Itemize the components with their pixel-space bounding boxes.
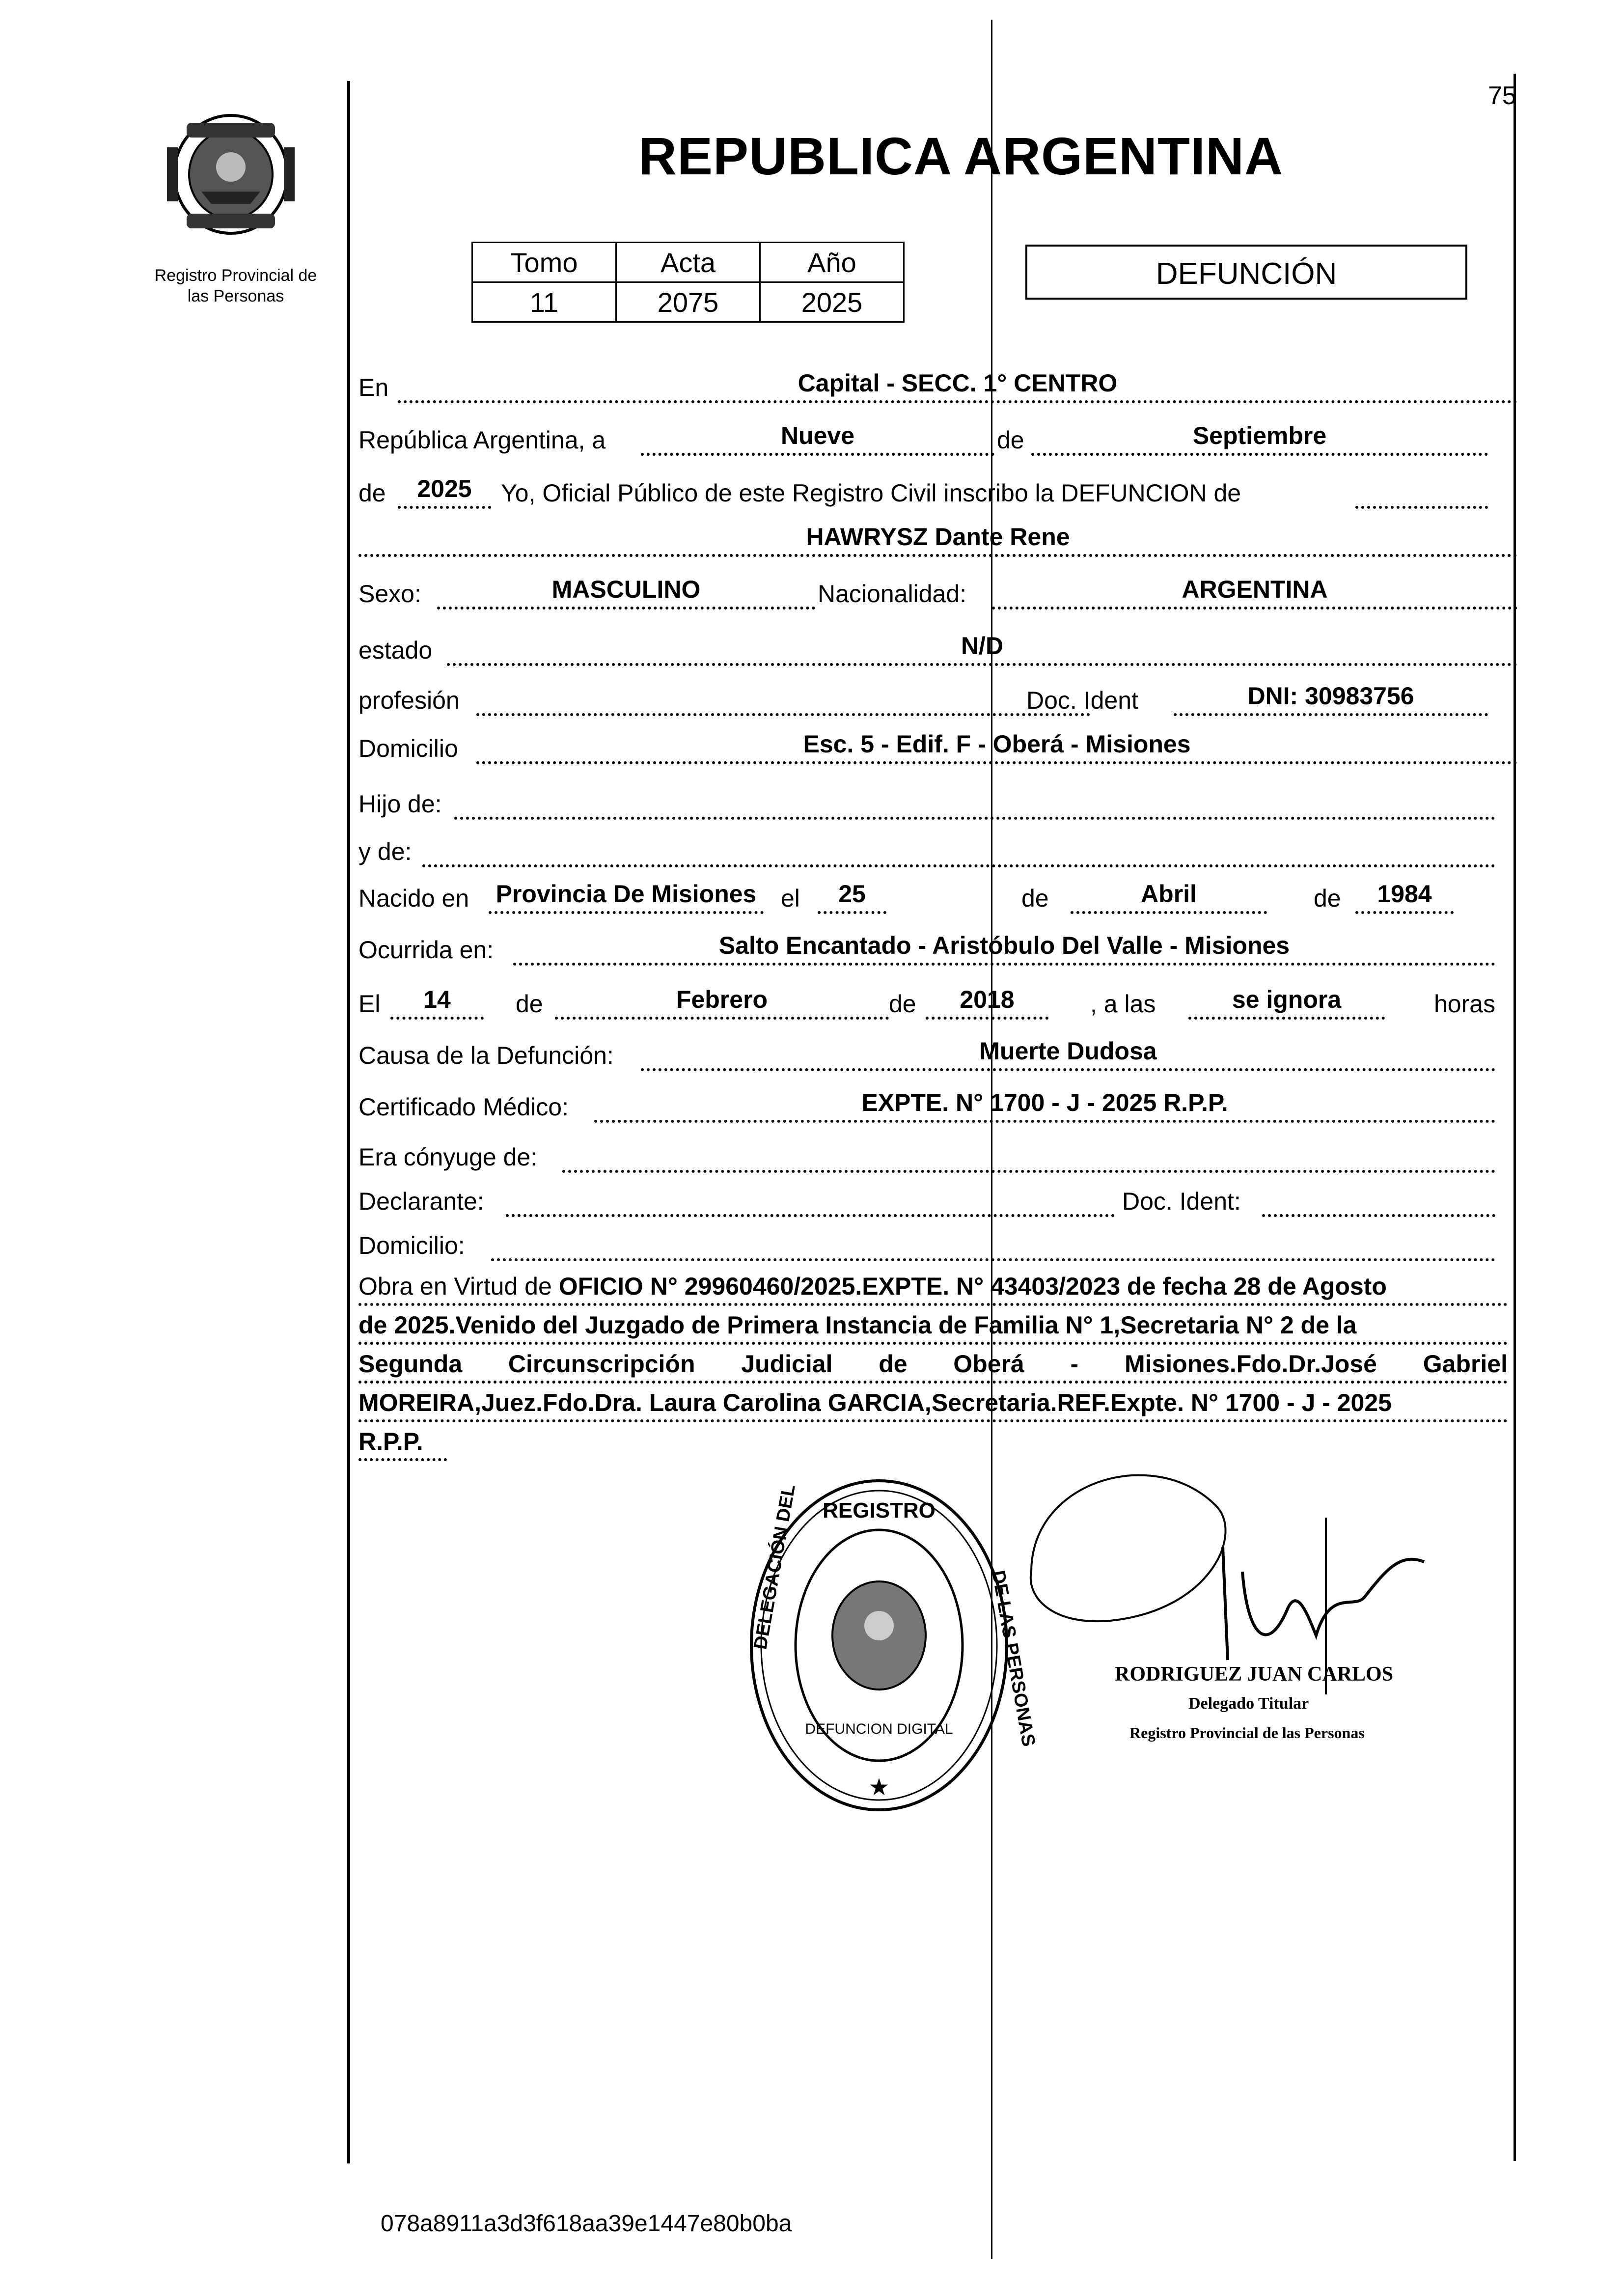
document-hash: 078a8911a3d3f618aa39e1447e80b0ba <box>381 2211 792 2237</box>
doc-label: Doc. Ident <box>1026 687 1138 714</box>
certificado-field: EXPTE. N° 1700 - J - 2025 R.P.P. <box>594 1090 1495 1123</box>
anio-header: Año <box>760 243 904 282</box>
obra-line-5 <box>358 1422 447 1461</box>
page-number: 75 <box>1488 82 1516 110</box>
certificado-label: Certificado Médico: <box>358 1093 569 1121</box>
domicilio2-field <box>491 1229 1495 1261</box>
profesion-label: profesión <box>358 687 460 714</box>
death-day-field: 14 <box>390 987 484 1020</box>
birth-day-field: 25 <box>818 882 886 914</box>
svg-text:DE LAS PERSONAS: DE LAS PERSONAS <box>988 1569 1039 1748</box>
declarante-label: Declarante: <box>358 1188 484 1215</box>
de3-label: de <box>1021 885 1049 912</box>
volume-header-row <box>472 243 904 282</box>
obra-line-2 <box>358 1306 1508 1345</box>
el2-label: El <box>358 990 381 1018</box>
year-field: 2025 <box>398 476 491 509</box>
volume-value-row <box>472 282 904 322</box>
el-label: el <box>781 885 800 912</box>
obra-text-5: R.P.P. <box>358 1428 423 1455</box>
svg-text:REGISTRO: REGISTRO <box>823 1498 936 1523</box>
anio-value: 2025 <box>760 282 904 322</box>
deceased-name-field: HAWRYSZ Dante Rene <box>358 525 1517 557</box>
registry-line-1: Registro Provincial de <box>154 266 317 285</box>
acta-value: 2075 <box>616 282 760 322</box>
estado-label: estado <box>358 637 433 664</box>
ocurrida-field: Salto Encantado - Aristóbulo Del Valle - Misiones <box>513 933 1495 966</box>
yde-field <box>422 835 1495 867</box>
domicilio-field: Esc. 5 - Edif. F - Oberá - Misiones <box>476 732 1517 764</box>
signer-name: RODRIGUEZ JUAN CARLOS <box>1115 1663 1394 1686</box>
estado-field: N/D <box>447 634 1517 666</box>
alas-label: , a las <box>1090 990 1156 1018</box>
death-year-field: 2018 <box>926 987 1048 1020</box>
de4-label: de <box>1314 885 1341 912</box>
conyuge-field <box>562 1140 1495 1173</box>
en-label: En <box>358 374 389 401</box>
domicilio2-label: Domicilio: <box>358 1232 465 1259</box>
de2-label: de <box>358 479 386 507</box>
de6-label: de <box>889 990 916 1018</box>
obra-text-4: MOREIRA,Juez.Fdo.Dra. Laura Carolina GARCIA,Secretaria.REF.Expte. N° 1700 - J - 2025 <box>358 1389 1392 1416</box>
birth-year-field: 1984 <box>1355 882 1454 914</box>
obra-line-4 <box>358 1384 1508 1422</box>
day-field: Nueve <box>641 423 994 456</box>
inscribo-text: Yo, Oficial Público de este Registro Civil inscribo la DEFUNCION de <box>501 479 1241 507</box>
left-margin-line <box>347 81 350 2163</box>
svg-text:DEFUNCION DIGITAL: DEFUNCION DIGITAL <box>805 1721 953 1737</box>
conyuge-label: Era cónyuge de: <box>358 1143 538 1171</box>
svg-text:DELEGACIÓN DEL: DELEGACIÓN DEL <box>750 1483 799 1651</box>
signer-role: Delegado Titular <box>1188 1694 1309 1713</box>
declarante-field <box>506 1185 1115 1217</box>
misiones-seal-icon <box>157 103 309 246</box>
tomo-value: 11 <box>472 282 616 322</box>
month-field: Septiembre <box>1031 423 1488 456</box>
official-round-stamp <box>737 1473 1039 1817</box>
doc2-field <box>1262 1185 1495 1217</box>
registry-line-2: las Personas <box>187 287 284 305</box>
obra-text-3: Segunda Circunscripción Judicial de Oberá - Misiones.Fdo.Dr.José Gabriel <box>358 1350 1508 1378</box>
signer-office: Registro Provincial de las Personas <box>1129 1724 1365 1742</box>
birthplace-field: Provincia De Misiones <box>489 882 764 914</box>
sexo-label: Sexo: <box>358 580 421 608</box>
sexo-field: MASCULINO <box>437 577 815 610</box>
death-time-field: se ignora <box>1188 987 1385 1020</box>
obra-text-1: OFICIO N° 29960460/2025.EXPTE. N° 43403/2023 de fecha 28 de Agosto <box>558 1273 1387 1300</box>
profesion-field <box>476 684 1090 716</box>
doc2-label: Doc. Ident: <box>1122 1188 1241 1215</box>
death-month-field: Febrero <box>555 987 889 1020</box>
de-label: de <box>997 426 1024 454</box>
obra-text-2: de 2025.Venido del Juzgado de Primera Instancia de Familia N° 1,Secretaria N° 2 de la <box>358 1311 1357 1339</box>
obra-line-3 <box>358 1345 1508 1384</box>
page-title: REPUBLICA ARGENTINA <box>638 126 1283 186</box>
birth-month-field: Abril <box>1071 882 1267 914</box>
obra-prefix: Obra en Virtud de <box>358 1273 552 1300</box>
nacionalidad-field: ARGENTINA <box>992 577 1517 610</box>
volume-table <box>471 242 905 323</box>
svg-text:★: ★ <box>868 1774 890 1801</box>
hijo-label: Hijo de: <box>358 790 442 818</box>
causa-label: Causa de la Defunción: <box>358 1042 614 1069</box>
tomo-header: Tomo <box>472 243 616 282</box>
de5-label: de <box>516 990 543 1018</box>
record-type-box: DEFUNCIÓN <box>1025 245 1467 300</box>
scan-fold-line <box>991 20 992 2259</box>
republica-label: República Argentina, a <box>358 426 606 454</box>
nacionalidad-label: Nacionalidad: <box>818 580 966 608</box>
obra-paragraph <box>358 1267 1508 1461</box>
nacido-label: Nacido en <box>358 885 469 912</box>
ocurrida-label: Ocurrida en: <box>358 936 494 964</box>
hijo-field <box>454 787 1495 820</box>
causa-field: Muerte Dudosa <box>641 1039 1495 1071</box>
yde-label: y de: <box>358 838 412 865</box>
obra-line-1 <box>358 1267 1508 1306</box>
domicilio-label: Domicilio <box>358 735 458 762</box>
horas-label: horas <box>1434 990 1496 1018</box>
place-field: Capital - SECC. 1° CENTRO <box>398 371 1517 403</box>
inscribo-blank <box>1355 476 1488 509</box>
acta-header: Acta <box>616 243 760 282</box>
doc-field: DNI: 30983756 <box>1174 684 1488 716</box>
registry-name <box>133 265 339 306</box>
